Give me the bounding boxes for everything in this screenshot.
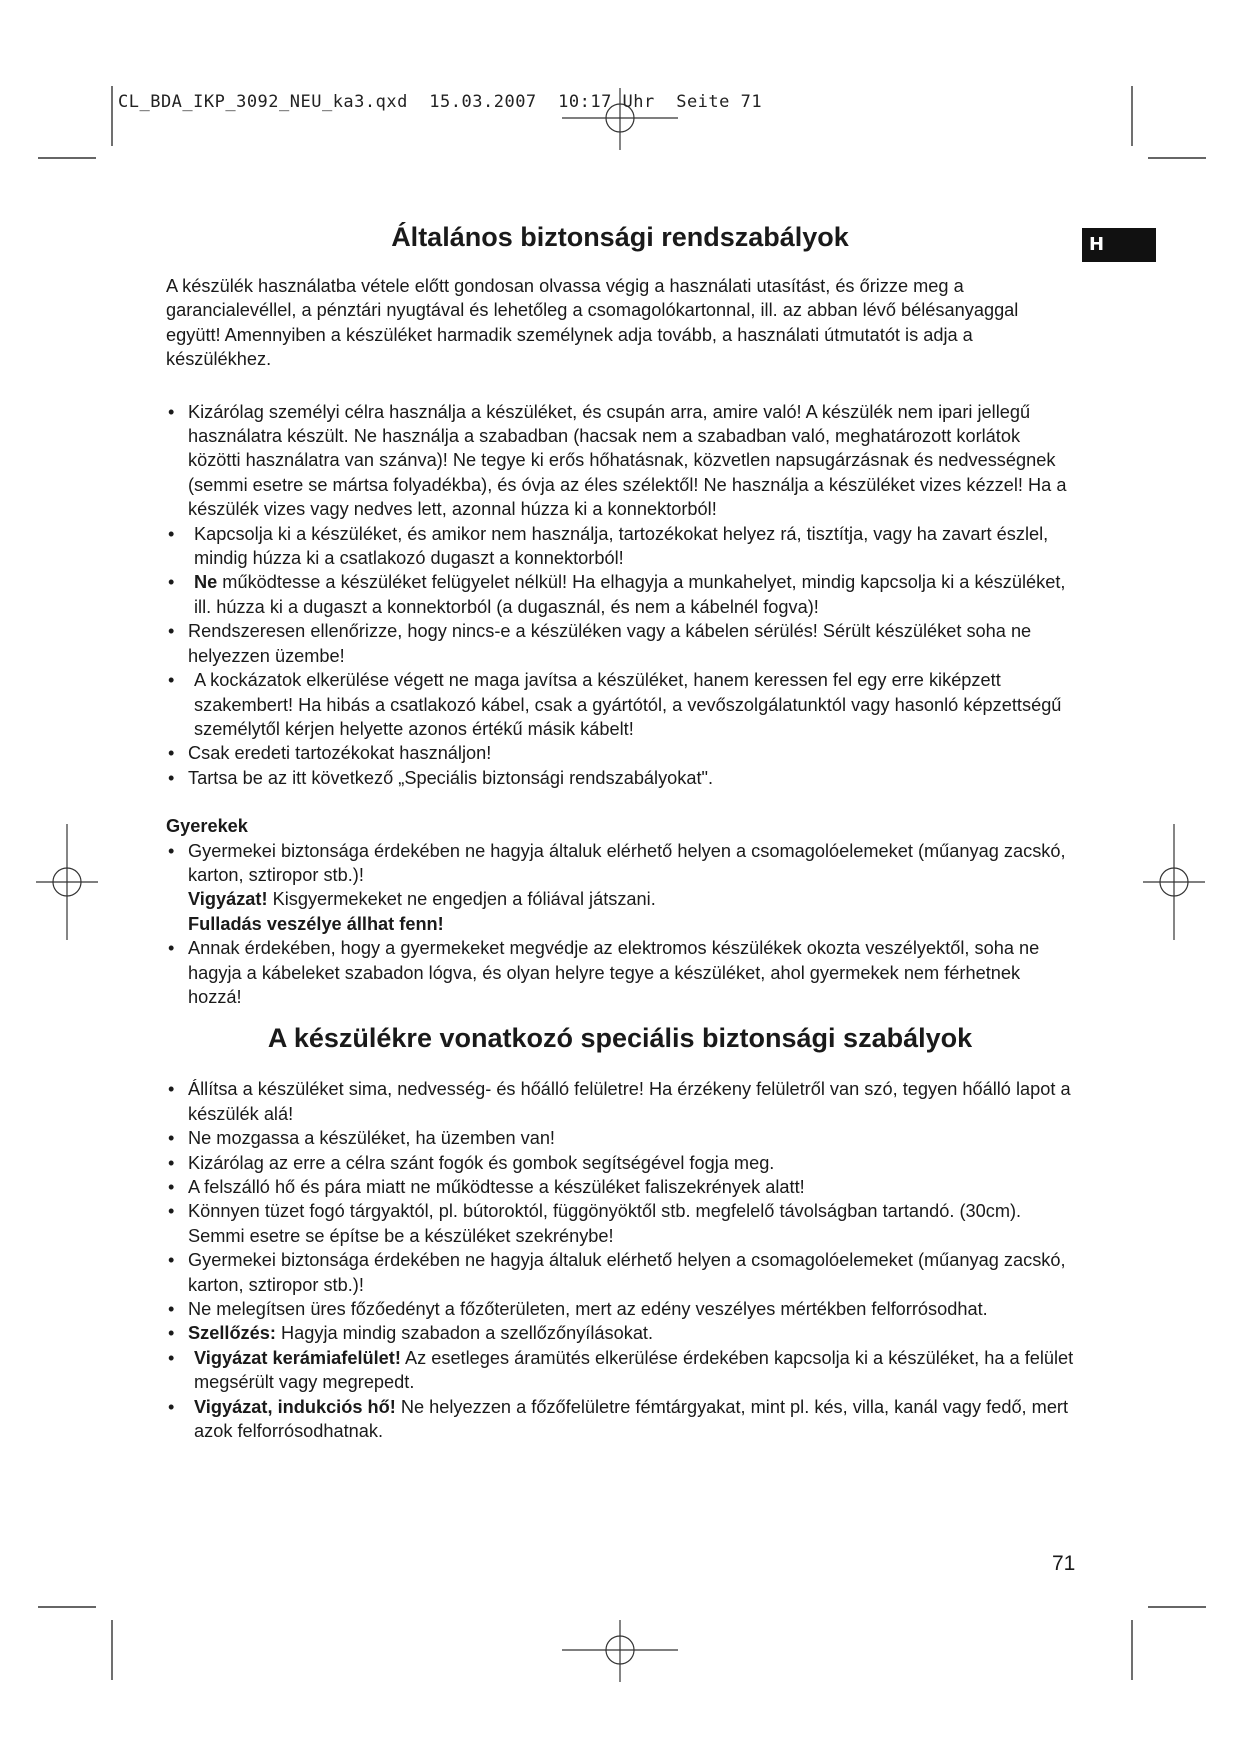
bullet-icon: • (168, 743, 175, 764)
bullet-icon: • (168, 572, 175, 593)
list-item: • Állítsa a készüléket sima, nedvesség- és hőálló felületre! Ha érzékeny felületről van szó, tegyen hőálló lapot a készülék alá! (168, 1079, 1071, 1124)
list-item: • Gyermekei biztonsága érdekében ne hagyja általuk elérhető helyen a csomagolóelemeket (műanyag zacskó, karton, sztiropor stb.)! Vigyázat! Kisgyermekeket ne engedjen a fóliával játszani. Fulladás veszélye állhat fenn! (166, 839, 1074, 937)
list-item: • Kapcsolja ki a készüléket, és amikor nem használja, tartozékokat helyez rá, tisztítja, vagy ha zavart észlel, mindig húzza ki a csatlakozó dugaszt a konnektorból! (168, 523, 1049, 569)
bullet-icon: • (168, 621, 175, 642)
intro-paragraph: A készülék használatba vétele előtt gondosan olvassa végig a használati utasítást, és őrizze meg a garancialevéllel, a pénztári nyugtával és lehetőleg a csomagolókartonnal, ill. az abban lévő bélésanyaggal együtt! Amennyiben a készüléket harmadik személynek adja tovább, a használati útmutatót is adja a készülékhez. (166, 276, 1019, 370)
bullet-icon: • (168, 1396, 175, 1417)
children-list (166, 839, 1074, 1010)
list-item: • Kizárólag személyi célra használja a készüléket, és csupán arra, amire való! A készülék nem ipari jellegű használatra készült. Ne használja a szabadban (hacsak nem a szabadban való, meghatározott korlátok közötti használatra van szánva)! Ne tegye ki erős hőhatásnak, közvetlen napsugárzásnak és nedvességnek (semmi esetre se mártsa folyadékba), és óvja az éles szélektől! Ne használja a készüléket vizes kézzel! Ha a készülék vizes vagy nedves lett, azonnal húzza ki a konnektorból! (168, 401, 1067, 520)
list-item: • Rendszeresen ellenőrizze, hogy nincs-e a készüléken vagy a kábelen sérülés! Sérült készüléket soha ne helyezzen üzembe! (168, 621, 1032, 666)
general-safety-list (166, 400, 1074, 791)
list-item: • Ne működtesse a készüléket felügyelet nélkül! Ha elhagyja a munkahelyet, mindig kapcsolja ki a készüléket, ill. húzza ki a dugaszt a konnektorból (a dugasznál, és nem a kábelnél fogva)! (168, 572, 1066, 617)
list-item: • Gyermekei biztonsága érdekében ne hagyja általuk elérhető helyen a csomagolóelemeket (műanyag zacskó, karton, sztiropor stb.)! (168, 1250, 1066, 1295)
bullet-icon: • (168, 1152, 175, 1173)
list-item: • Csak eredeti tartozékokat használjon! (166, 741, 1074, 765)
general-safety-title: Általános biztonsági rendszabályok (391, 222, 849, 252)
bullet-icon: • (168, 523, 175, 544)
list-item: • Könnyen tüzet fogó tárgyaktól, pl. bútoroktól, függönyöktől stb. megfelelő távolságban tartandó. (30cm). Semmi esetre se építse be a készüléket szekrénybe! (168, 1201, 1022, 1246)
bullet-icon: • (168, 401, 175, 422)
bullet-icon: • (168, 1299, 175, 1320)
main-content (166, 220, 1074, 1443)
registration-mark-bottom (562, 1620, 678, 1682)
page-number: 71 (1052, 1552, 1076, 1575)
bullet-icon: • (168, 1128, 175, 1149)
suffocation-warning: Fulladás veszélye állhat fenn! (188, 913, 444, 934)
language-tab: H (1082, 228, 1156, 262)
list-item: • Annak érdekében, hogy a gyermekeket megvédje az elektromos készülékek okozta veszélyektől, soha ne hagyja a kábeleket szabadon lógva, és olyan helyre tegye a készüléket, ahol gyermekek nem férhetnek hozzá! (168, 938, 1040, 1007)
bullet-icon: • (168, 1323, 175, 1344)
bullet-icon: • (168, 1250, 175, 1271)
list-item: • Vigyázat kerámiafelület! Az esetleges áramütés elkerülése érdekében kapcsolja ki a készüléket, ha a felület megsérült vagy megrepedt. (168, 1347, 1074, 1393)
bullet-icon: • (168, 767, 175, 788)
registration-mark-left (36, 824, 98, 940)
print-slug-line: CL_BDA_IKP_3092_NEU_ka3.qxd 15.03.2007 10:17 Uhr Seite 71 (118, 92, 763, 112)
bullet-icon: • (168, 1347, 175, 1368)
children-heading: Gyerekek (166, 816, 248, 837)
list-item: • Tartsa be az itt következő „Speciális biztonsági rendszabályokat". (166, 766, 1074, 790)
list-item: • Kizárólag az erre a célra szánt fogók és gombok segítségével fogja meg. (166, 1151, 1074, 1175)
list-item: • Ne mozgassa a készüléket, ha üzemben van! (166, 1126, 1074, 1150)
registration-mark-right (1143, 824, 1205, 940)
bullet-icon: • (168, 670, 175, 691)
list-item: • A felszálló hő és pára miatt ne működtesse a készüléket faliszekrények alatt! (166, 1175, 1074, 1199)
bullet-icon: • (168, 1201, 175, 1222)
bullet-icon: • (168, 1177, 175, 1197)
bullet-icon: • (168, 1079, 175, 1100)
bullet-icon: • (168, 938, 175, 959)
list-item: • Szellőzés: Hagyja mindig szabadon a szellőzőnyílásokat. (166, 1321, 1074, 1345)
bullet-icon: • (168, 840, 175, 861)
special-safety-list (166, 1077, 1074, 1443)
list-item: • A kockázatok elkerülése végett ne maga javítsa a készüléket, hanem keressen fel egy erre kiképzett szakembert! Ha hibás a csatlakozó kábel, csak a gyártótól, a vevőszolgálatunktól vagy hasonló képzettségű személytől kérjen helyette azonos értékű másik kábelt! (168, 670, 1062, 739)
special-safety-title: A készülékre vonatkozó speciális biztonsági szabályok (267, 1023, 973, 1054)
warning-line: Vigyázat! Kisgyermekeket ne engedjen a fóliával játszani. (188, 889, 656, 910)
list-item: • Vigyázat, indukciós hő! Ne helyezzen a főzőfelületre fémtárgyakat, mint pl. kés, villa, kanál vagy fedő, mert azok felforrósodhatnak. (168, 1396, 1069, 1442)
list-item: • Ne melegítsen üres főzőedényt a főzőterületen, mert az edény veszélyes mértékben felforrósodhat. (166, 1297, 1074, 1321)
